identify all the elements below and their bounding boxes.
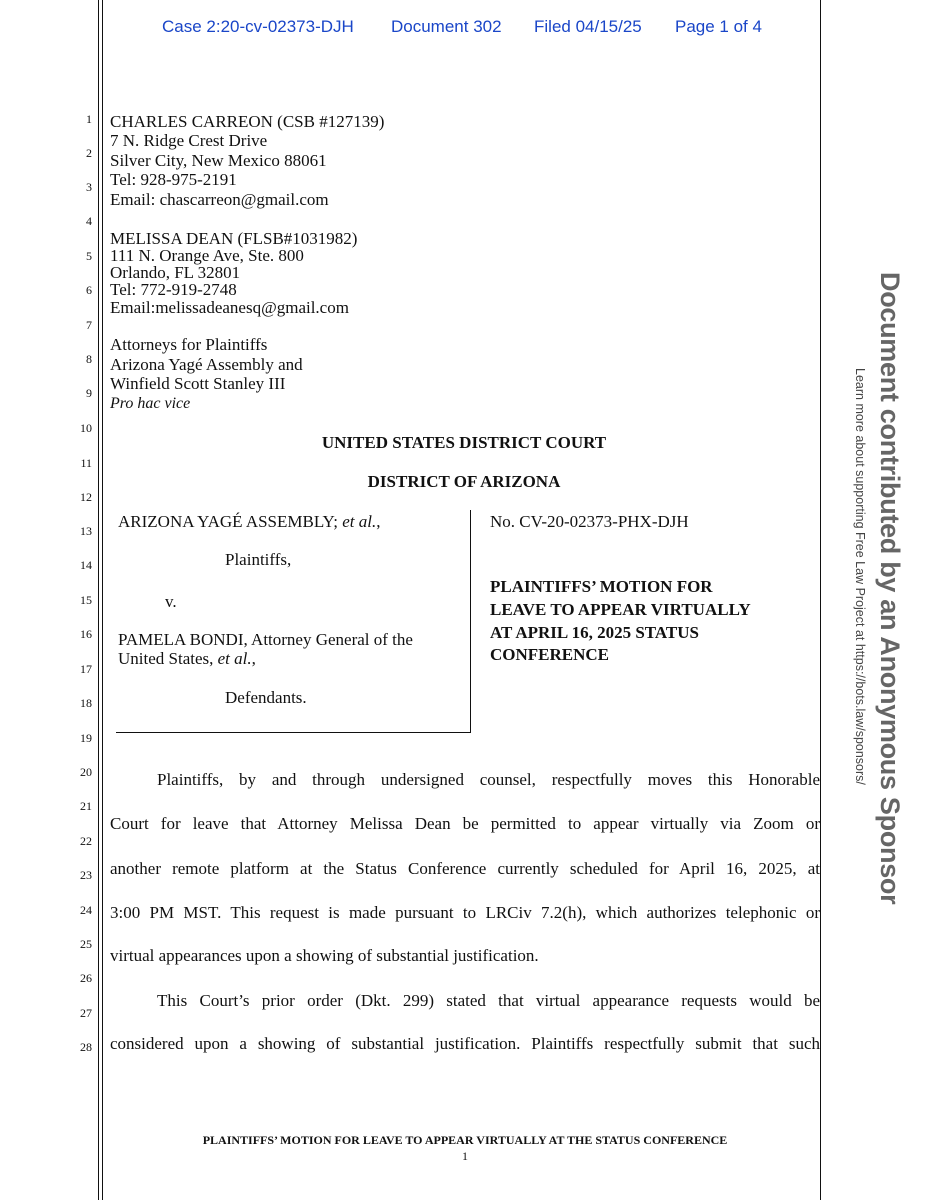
line-number: 25 [80,937,92,951]
court-district: DISTRICT OF ARIZONA [367,472,561,491]
line-number: 27 [80,1006,92,1020]
caption-vertical-rule [470,510,471,733]
body-paragraph1-line1: Plaintiffs, by and through undersigned counsel, respectfully moves this Honorable [157,770,820,789]
body-paragraph1-line5: virtual appearances upon a showing of substantial justification. [110,946,539,965]
line-number: 26 [80,971,92,985]
header-case-number: Case 2:20-cv-02373-DJH [162,17,354,36]
attorney1-tel: Tel: 928-975-2191 [110,170,237,189]
line-number: 16 [80,627,92,641]
line-number: 2 [86,146,92,160]
attorney1-address-line2: Silver City, New Mexico 88061 [110,151,327,170]
attorney2-address-line1: 111 N. Orange Ave, Ste. 800 [110,246,304,265]
line-number: 18 [80,696,92,710]
attorney1-name: CHARLES CARREON (CSB #127139) [110,112,385,131]
attorney2-name: MELISSA DEAN (FLSB#1031982) [110,229,358,248]
footer-title: PLAINTIFFS’ MOTION FOR LEAVE TO APPEAR VIRTUALLY AT THE STATUS CONFERENCE [202,1133,728,1147]
attorney2-tel: Tel: 772-919-2748 [110,280,237,299]
attorney1-email: Email: chascarreon@gmail.com [110,190,329,209]
right-margin-rule [820,0,821,1200]
body-paragraph1-line2: Court for leave that Attorney Melissa Dean be permitted to appear virtually via Zoom or [110,814,820,833]
line-number: 17 [80,662,92,676]
header-filed-date: Filed 04/15/25 [534,17,642,36]
attorney1-address-line1: 7 N. Ridge Crest Drive [110,131,268,150]
motion-title-line4: CONFERENCE [490,645,610,664]
case-number: No. CV-20-02373-PHX-DJH [490,512,689,531]
line-number: 13 [80,524,92,538]
line-number: 19 [80,731,92,745]
defendant-et-al: et al. [217,649,252,668]
plaintiff-comma: , [376,512,381,531]
plaintiff-name: ARIZONA YAGÉ ASSEMBLY; [118,512,338,531]
body-paragraph1-line3: another remote platform at the Status Conference currently scheduled for April 16, 2025, at [110,859,820,878]
caption-bottom-rule [116,732,471,733]
caption-versus: v. [165,592,177,611]
line-number: 9 [86,386,92,400]
caption-defendant-line2 [118,650,256,667]
counsel-role-line4: Pro hac vice [110,395,191,412]
left-margin-rule-1 [98,0,99,1200]
line-number: 12 [80,490,92,504]
line-number: 15 [80,593,92,607]
line-number: 4 [86,214,92,228]
ecf-header [0,17,928,41]
line-number: 8 [86,352,92,366]
footer-page-number: 1 [462,1149,468,1163]
header-page-count: Page 1 of 4 [675,17,762,36]
caption-plaintiff [118,513,380,530]
line-number: 3 [86,180,92,194]
line-number: 5 [86,249,92,263]
motion-title-line3: AT APRIL 16, 2025 STATUS [490,623,699,642]
counsel-role-line1: Attorneys for Plaintiffs [110,335,268,354]
line-number: 20 [80,765,92,779]
attorney2-email: Email:melissadeanesq@gmail.com [110,298,349,317]
line-number: 24 [80,903,92,917]
left-margin-rule-2 [102,0,103,1200]
sponsor-watermark: Document contributed by an Anonymous Sponsor [875,272,905,905]
plaintiff-et-al: et al. [342,512,377,531]
caption-plaintiffs-label: Plaintiffs, [225,550,292,569]
body-paragraph1-line4: 3:00 PM MST. This request is made pursuant to LRCiv 7.2(h), which authorizes telephonic or [110,903,820,922]
line-number: 6 [86,283,92,297]
line-number: 10 [80,421,92,435]
counsel-role-line3: Winfield Scott Stanley III [110,374,286,393]
sponsor-link-text[interactable]: Learn more about supporting Free Law Project at https://bots.law/sponsors/ [853,368,867,785]
motion-title-line2: LEAVE TO APPEAR VIRTUALLY [490,600,751,619]
line-number: 28 [80,1040,92,1054]
counsel-role-line2: Arizona Yagé Assembly and [110,355,303,374]
defendant-comma: , [251,649,256,668]
header-document-number: Document 302 [391,17,502,36]
body-paragraph2-line1: This Court’s prior order (Dkt. 299) stated that virtual appearance requests would be [157,991,820,1010]
motion-title-line1: PLAINTIFFS’ MOTION FOR [490,577,713,596]
line-number: 21 [80,799,92,813]
caption-defendant-line1: PAMELA BONDI, Attorney General of the [118,630,413,649]
court-name: UNITED STATES DISTRICT COURT [321,433,607,452]
attorney2-address-line2: Orlando, FL 32801 [110,263,241,282]
line-number: 11 [80,456,92,470]
line-number: 14 [80,558,92,572]
caption-defendants-label: Defendants. [225,688,307,707]
line-number: 23 [80,868,92,882]
line-number: 1 [86,112,92,126]
line-number: 7 [86,318,92,332]
body-paragraph2-line2: considered upon a showing of substantial justification. Plaintiffs respectfully submit that such [110,1034,820,1053]
line-number: 22 [80,834,92,848]
defendant-line2a: United States, [118,649,214,668]
